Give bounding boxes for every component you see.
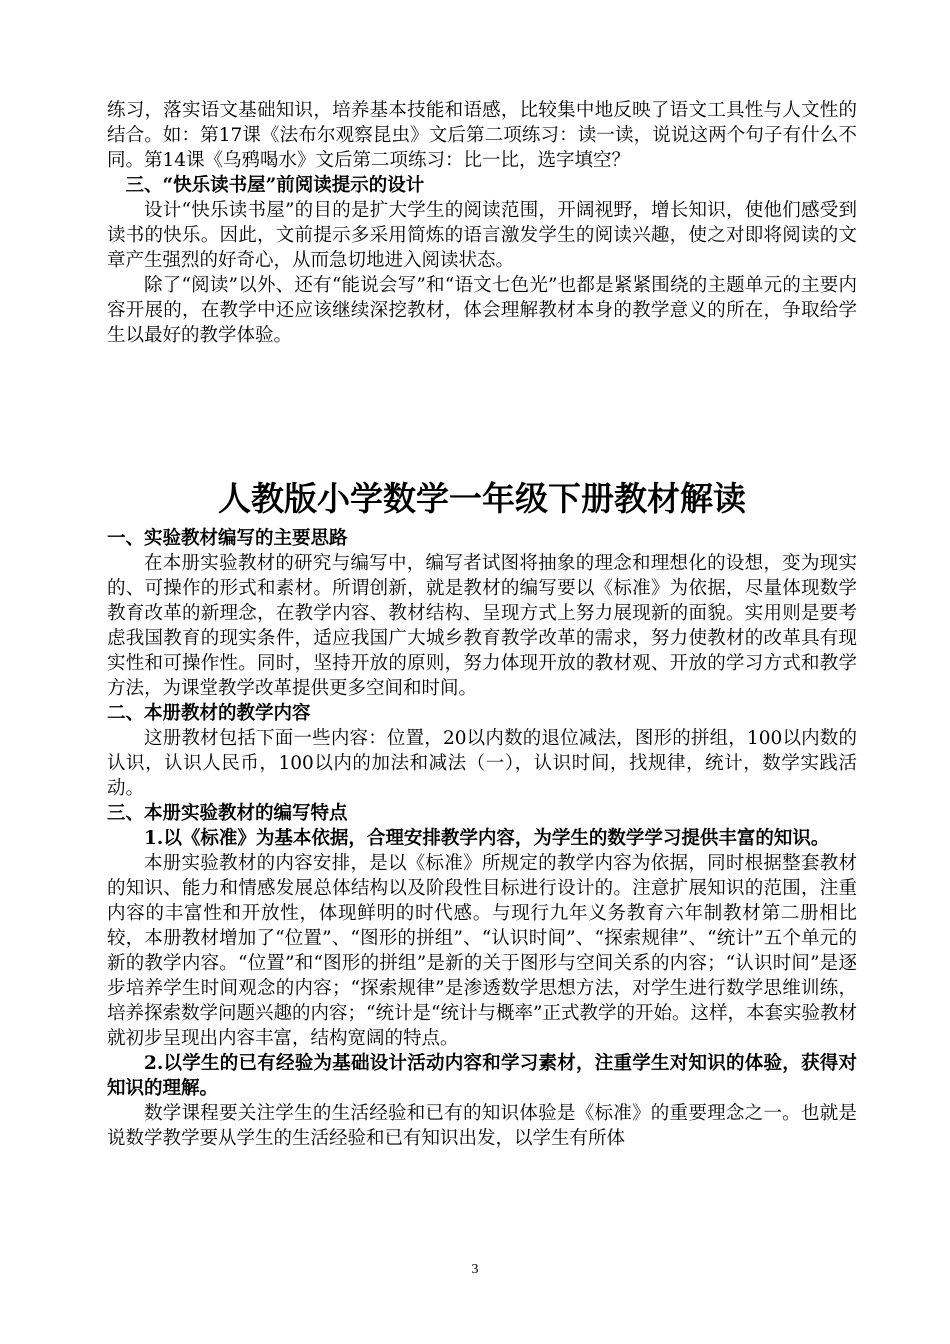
document-page xyxy=(107,98,857,1151)
section-heading-3: 三、本册实验教材的编写特点 xyxy=(107,803,348,824)
sub-1-paragraph: 本册实验教材的内容安排，是以《标准》所规定的教学内容为依据，同时根据整套教材的知识、能力和情感发展总体结构以及阶段性目标进行设计的。注意扩展知识的范围，注重内容的丰富性和开放性，体现鲜明的时代感。与现行九年义务教育六年制教材第二册相比较，本册教材增加了“位置”、“图形的拼组”、“认识时间”、“探索规律”、“统计”五个单元的新的教学内容。“位置”和“图形的拼组”是新的关于图形与空间关系的内容；“认识时间”是逐步培养学生时间观念的内容；“探索规律”是渗透数学思想方法，对学生进行数学思维训练，培养探索数学问题兴趣的内容；“统计是“统计与概率”正式教学的开始。这样，本套实验教材就初步呈现出内容丰富，结构宽阔的特点。 xyxy=(107,853,857,1049)
continuation-paragraph: 练习，落实语文基础知识，培养基本技能和语感，比较集中地反映了语文工具性与人文性的结合。如：第17课《法布尔观察昆虫》文后第二项练习：读一读，说说这两个句子有什么不同。第14课《乌鸦喝水》文后第二项练习：比一比，选字填空？ xyxy=(107,100,857,171)
reading-prompt-paragraph: 设计“快乐读书屋”的目的是扩大学生的阅读范围，开阔视野，增长知识，使他们感受到读书的快乐。因此，文前提示多采用简炼的语言激发学生的阅读兴趣，使之对即将阅读的文章产生强烈的好奇心，从而急切地进入阅读状态。 xyxy=(107,200,857,271)
sub-heading-2: 2.以学生的已有经验为基础设计活动内容和学习素材，注重学生对知识的体验，获得对知识的理解。 xyxy=(107,1053,857,1099)
reading-prompt-heading: 三、“快乐读书屋”前阅读提示的设计 xyxy=(125,175,425,196)
document-title: 人教版小学数学一年级下册教材解读 xyxy=(218,479,746,518)
section-heading-2: 二、本册教材的教学内容 xyxy=(107,703,311,724)
section-heading-1: 一、实验教材编写的主要思路 xyxy=(107,528,348,549)
section-1-paragraph: 在本册实验教材的研究与编写中，编写者试图将抽象的理念和理想化的设想，变为现实的、可操作的形式和素材。所谓创新，就是教材的编写要以《标准》为依据，尽量体现数学教育改革的新理念，在教学内容、教材结构、呈现方式上努力展现新的面貌。实用则是要考虑我国教育的现实条件，适应我国广大城乡教育教学改革的需求，努力使教材的改革具有现实性和可操作性。同时，坚持开放的原则，努力体现开放的教材观、开放的学习方式和教学方法，为课堂教学改革提供更多空间和时间。 xyxy=(107,553,857,699)
sub-heading-1: 1.以《标准》为基本依据，合理安排教学内容，为学生的数学学习提供丰富的知识。 xyxy=(144,828,830,849)
sub-2-paragraph: 数学课程要关注学生的生活经验和已有的知识体验是《标准》的重要理念之一。也就是说数学教学要从学生的生活经验和已有知识出发，以学生有所体 xyxy=(107,1103,857,1149)
page-number: 3 xyxy=(471,1262,479,1277)
summary-paragraph: 除了“阅读”以外、还有“能说会写”和“语文七色光”也都是紧紧围绕的主题单元的主要内容开展的，在教学中还应该继续深挖教材，体会理解教材本身的教学意义的所在，争取给学生以最好的教学体验。 xyxy=(107,275,857,346)
section-2-paragraph: 这册教材包括下面一些内容：位置，20以内数的退位减法，图形的拼组，100以内数的认识，认识人民币，100以内的加法和减法（一），认识时间，找规律，统计，数学实践活动。 xyxy=(107,728,857,799)
